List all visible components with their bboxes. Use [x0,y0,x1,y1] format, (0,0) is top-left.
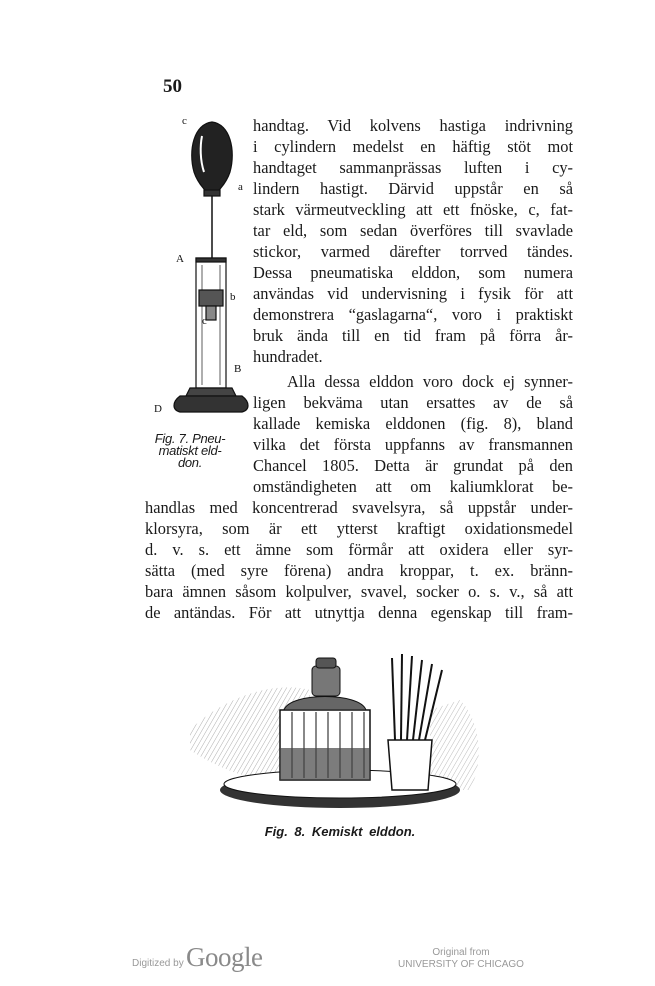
text-line: tar eld, som sedan överföres till svavlade [253,221,573,240]
text-line: kallade kemiska elddonen (fig. 8), bland [253,414,573,433]
text-line: demonstrera “gaslagarna“, voro i praktiskt [253,305,573,324]
text-line: vilka det första uppfanns av fransmannen [253,435,573,454]
fig7-label-c: c [182,115,187,127]
fig7-label-a: a [238,181,243,193]
institution-label: UNIVERSITY OF CHICAGO [398,959,524,970]
text-line: stark värmeutveckling att ett fnöske, c, fat- [253,200,573,219]
text-line: ligen bekväma utan ersattes av de så [253,393,573,412]
figure-7-caption [140,433,240,469]
text-line: omständigheten att om kaliumklorat be- [253,477,573,496]
text-line: stickor, varmed därefter torrved tändes. [253,242,573,261]
figure-7-caption-line: matiskt eld- [158,443,222,458]
text-line: användas vid undervisning i fysik för att [253,284,573,303]
text-line: handtaget sammanprässas luften i cy- [253,158,573,177]
text-line: handtag. Vid kolvens hastiga indrivning [253,116,573,135]
figure-8-caption: Fig. 8. Kemiskt elddon. [264,824,416,839]
figure-7-caption-line: don. [177,455,203,470]
figure-7-caption-line: Fig. 7. Pneu- [154,431,226,446]
fig7-label-e: c [202,315,207,327]
text-line: Alla dessa elddon voro dock ej synner- [287,372,573,391]
text-line: lindern hastigt. Därvid uppstår en så [253,179,573,198]
original-from-label: Original from [432,947,490,958]
fig7-label-D: D [154,403,162,415]
text-line: Chancel 1805. Detta är grundat på den [253,456,573,475]
text-line: i cylindern medelst en häftig stöt mot [253,137,573,156]
figure-8-illustration [180,640,490,820]
text-line: handlas med koncentrerad svavelsyra, så uppstår under- [145,498,573,517]
original-from-credit [396,947,526,971]
text-line: bara ämnen såsom kolpulver, svavel, socker o. s. v., så att [145,582,573,601]
google-logo: Google [186,942,263,972]
fig7-label-b: b [230,291,236,303]
text-line: d. v. s. ett ämne som förmår att oxidera eller syr- [145,540,573,559]
digitized-by-label: Digitized by [132,958,184,969]
figure-7-illustration [150,110,250,430]
text-line: hundradet. [253,347,323,366]
page-number: 50 [163,76,182,97]
fig7-label-A: A [176,253,184,265]
text-line: de antändas. För att utnyttja denna egenskap till fram- [145,603,573,622]
fig7-label-B: B [234,363,242,375]
text-line: bruk ända till en tid fram på förra år- [253,326,573,345]
text-line: sätta (med syre förena) andra kroppar, t. ex. bränn- [145,561,573,580]
text-line: klorsyra, som är ett ytterst kraftigt oxidationsmedel [145,519,573,538]
text-line: Dessa pneumatiska elddon, som numera [253,263,573,282]
